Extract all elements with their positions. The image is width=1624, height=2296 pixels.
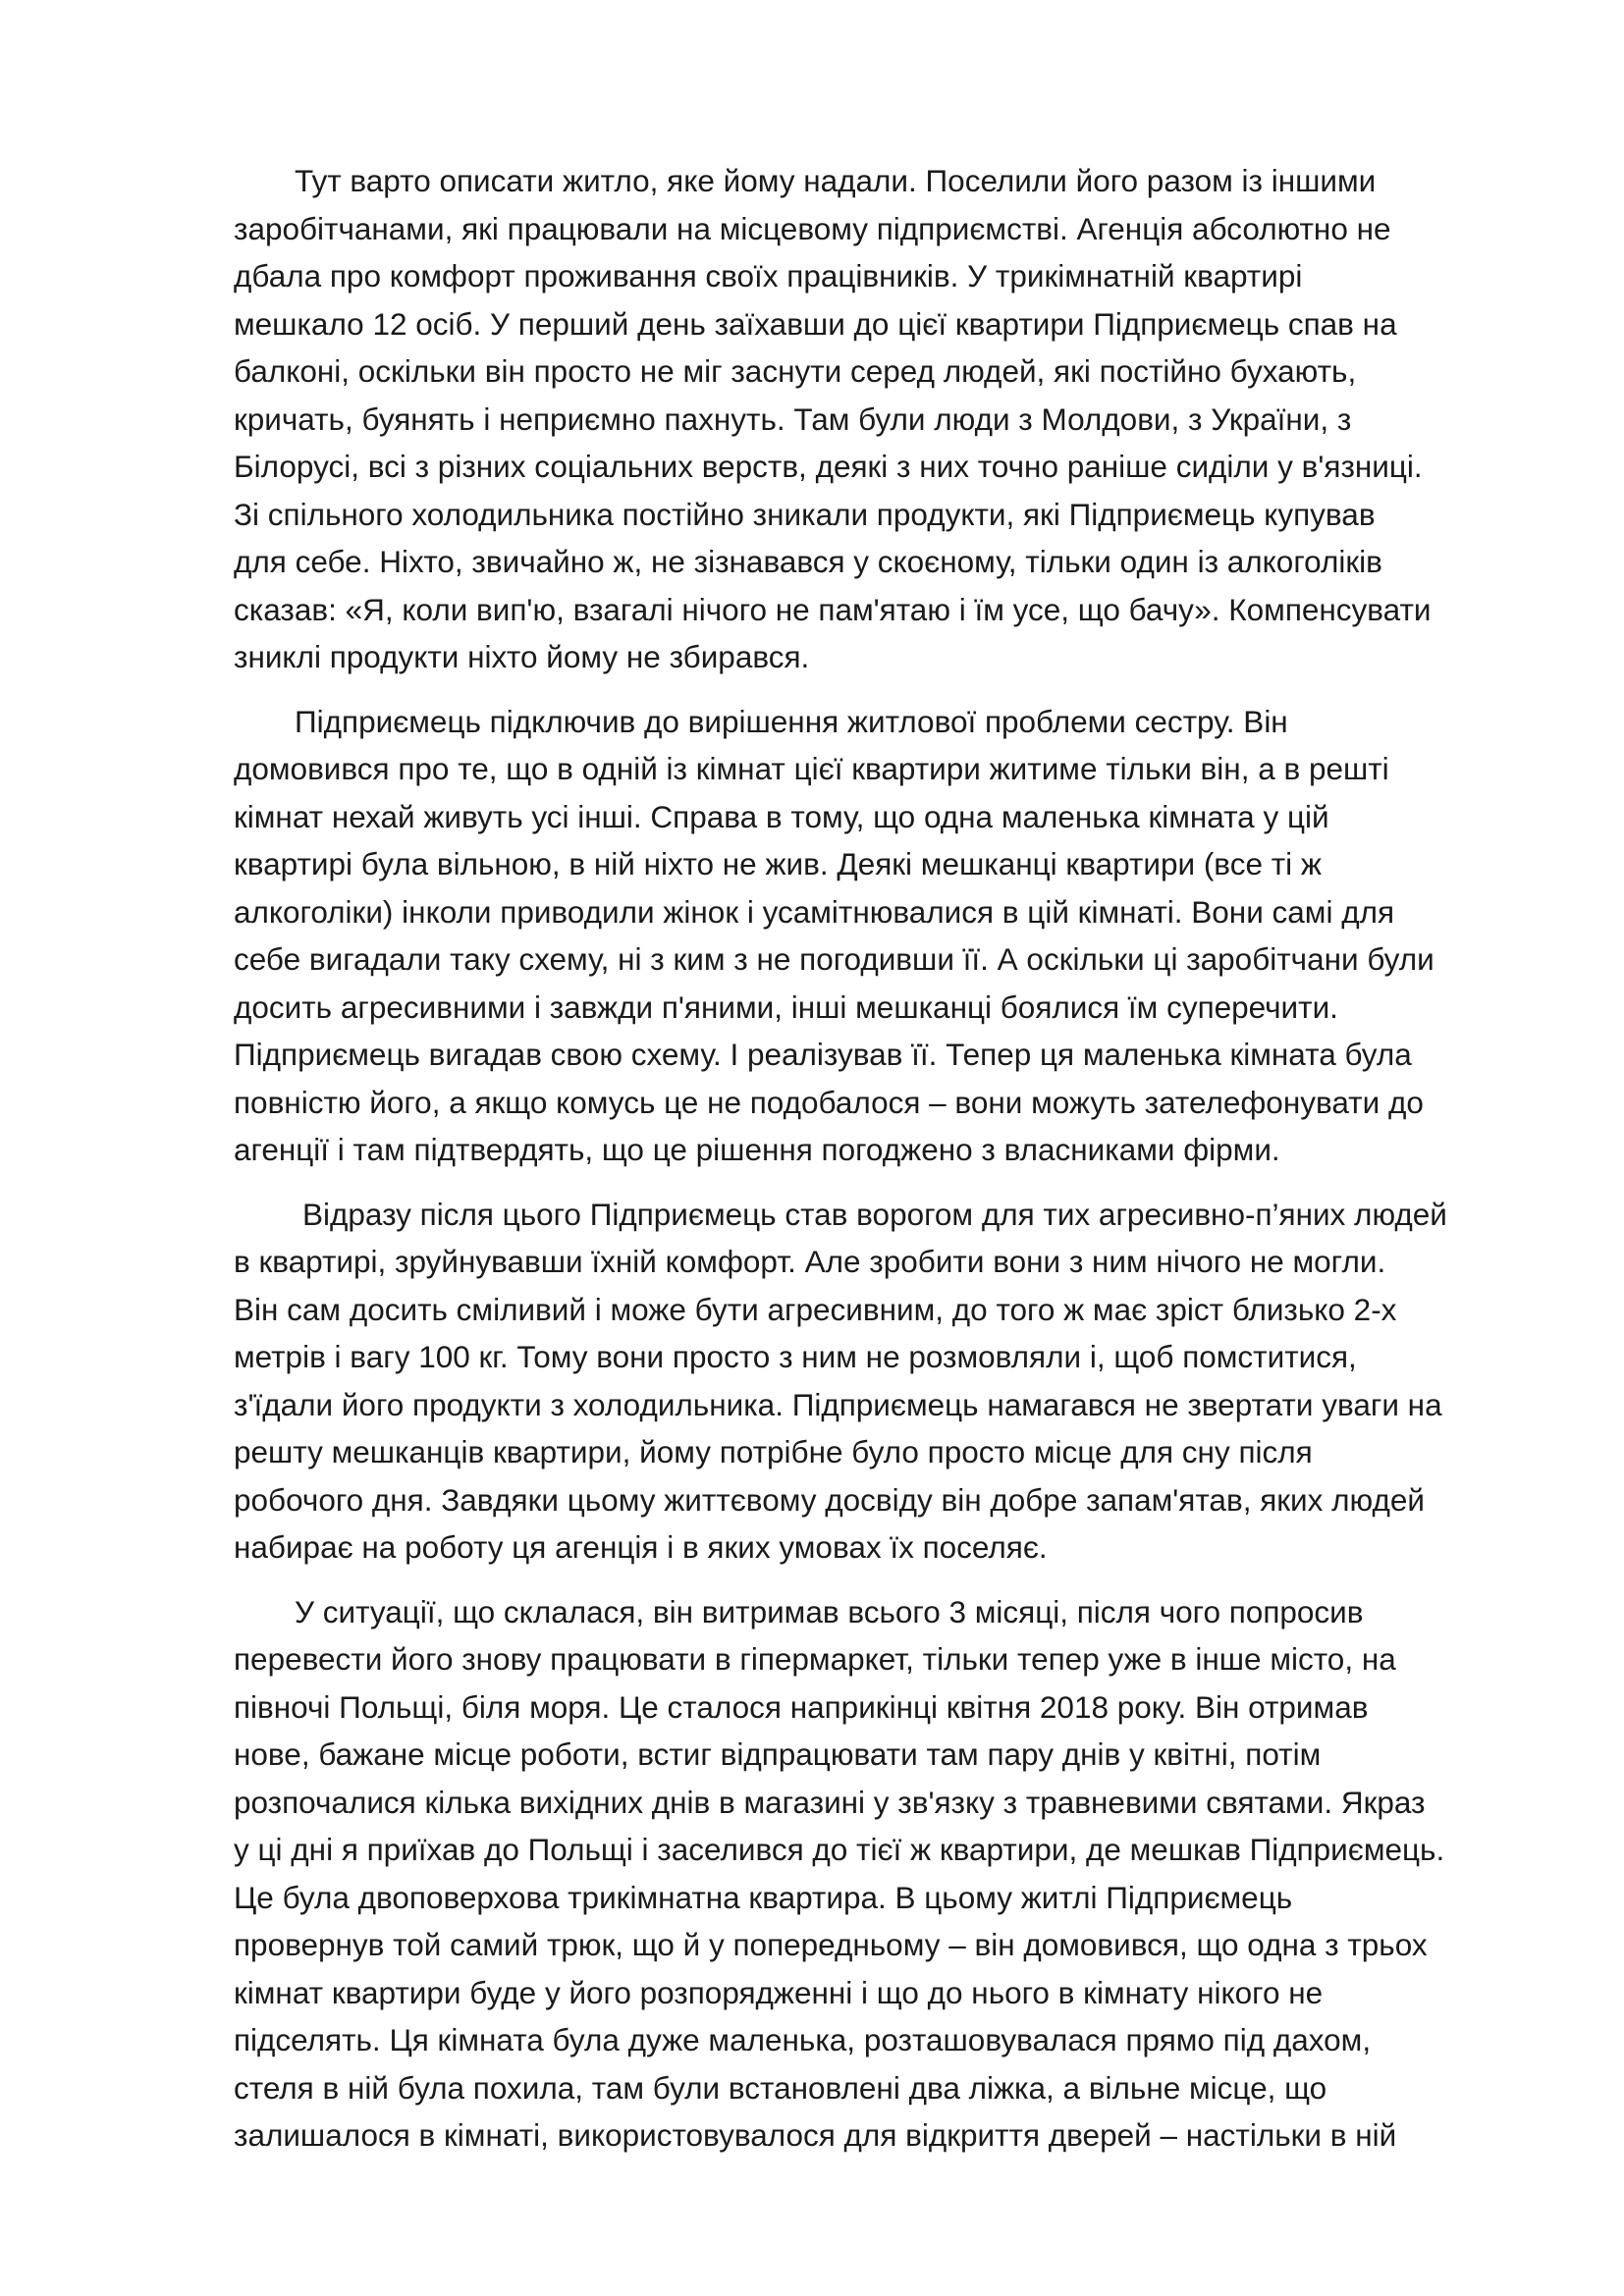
paragraph-1 <box>234 157 1528 681</box>
text-line: У ситуації, що склалася, він витримав всього 3 місяці, після чого попросив <box>295 1593 1364 1629</box>
text-line: перевести його знову працювати в гіпермаркет, тільки тепер уже в інше місто, на <box>234 1641 1396 1677</box>
text-line: залишалося в кімнаті, використовувалося для відкриття дверей – настільки в ній <box>234 2117 1397 2153</box>
text-line: Він сам досить сміливий і може бути агресивним, до того ж має зріст близько 2-х <box>234 1291 1397 1327</box>
text-line: кричать, буянять і неприємно пахнуть. Там були люди з Молдови, з України, з <box>234 400 1352 437</box>
text-line: себе вигадали таку схему, ні з ким з не погодивши її. А оскільки ці заробітчани були <box>234 941 1435 977</box>
text-line: досить агресивними і завжди п'яними, інші мешканці боялися їм суперечити. <box>234 988 1338 1025</box>
text-line: для себе. Ніхто, звичайно ж, не зізнавався у скоєному, тільки один із алкоголіків <box>234 544 1382 579</box>
text-line: Відразу після цього Підприємець став ворогом для тих агресивно-п’яних людей <box>302 1196 1447 1232</box>
paragraph-4 <box>234 1588 1528 2160</box>
text-line: домовився про те, що в одній із кімнат цієї квартири житиме тільки він, а в решті <box>234 751 1389 786</box>
text-line: алкоголіки) інколи приводили жінок і усамітнювалися в цій кімнаті. Вони самі для <box>234 893 1395 930</box>
text-line: провернув той самий трюк, що й у попередньому – він домовився, що одна з трьох <box>234 1927 1428 1962</box>
text-line: у ці дні я приїхав до Польщі і заселився до тієї ж квартири, де мешкав Підприємець. <box>234 1832 1445 1867</box>
text-line: решту мешканців квартири, йому потрібне було просто місце для сну після <box>234 1434 1313 1469</box>
text-line: дбала про комфорт проживання своїх працівників. У трикімнатній квартирі <box>234 258 1303 294</box>
text-line: агенції і там підтвердять, що це рішення погоджено з власниками фірми. <box>234 1132 1280 1167</box>
text-line: Це була двоповерхова трикімнатна квартира. В цьому житлі Підприємець <box>234 1879 1293 1915</box>
document-body <box>234 157 1528 2176</box>
text-line: заробітчанами, які працювали на місцевому підприємстві. Агенція абсолютно не <box>234 210 1391 246</box>
text-line: Тут варто описати житло, яке йому надали. Поселили його разом із іншими <box>295 163 1377 198</box>
text-line: квартирі була вільною, в ній ніхто не жив. Деякі мешканці квартири (все ті ж <box>234 846 1322 881</box>
text-line: Підприємець підключив до вирішення житлової проблеми сестру. Він <box>295 703 1288 739</box>
text-line: набирає на роботу ця агенція і в яких умовах їх поселяє. <box>234 1529 1048 1565</box>
text-line: зниклі продукти ніхто йому не збирався. <box>234 639 810 674</box>
text-line: півночі Польщі, біля моря. Це сталося наприкінці квітня 2018 року. Він отримав <box>234 1688 1369 1725</box>
text-line: Підприємець вигадав свою схему. І реалізував її. Тепер ця маленька кімната була <box>234 1037 1412 1072</box>
text-line: сказав: «Я, коли вип'ю, взагалі нічого не пам'ятаю і їм усе, що бачу». Компенсувати <box>234 591 1432 627</box>
text-line: робочого дня. Завдяки цьому життєвому досвіду він добре запам'ятав, яких людей <box>234 1481 1425 1518</box>
text-line: мешкало 12 осіб. У перший день заїхавши до цієї квартири Підприємець спав на <box>234 305 1397 342</box>
text-line: повністю його, а якщо комусь це не подобалося – вони можуть зателефонувати до <box>234 1084 1424 1120</box>
text-line: розпочалися кілька вихідних днів в магазині у зв'язку з травневими святами. Якраз <box>234 1784 1426 1820</box>
text-line: балконі, оскільки він просто не міг заснути серед людей, які постійно бухають, <box>234 353 1357 389</box>
text-line: Білорусі, всі з різних соціальних верств, деякі з них точно раніше сиділи у в'язниці. <box>234 449 1423 484</box>
text-line: з'їдали його продукти з холодильника. Підприємець намагався не звертати уваги на <box>234 1386 1442 1422</box>
text-line: в квартирі, зруйнувавши їхній комфорт. Але зробити вони з ним нічого не могли. <box>234 1244 1386 1279</box>
text-line: нове, бажане місце роботи, встиг відпрацювати там пару днів у квітні, потім <box>234 1736 1322 1772</box>
paragraph-3 <box>234 1191 1528 1572</box>
text-line: метрів і вагу 100 кг. Тому вони просто з ним не розмовляли і, щоб помститися, <box>234 1339 1357 1374</box>
text-line: підселять. Ця кімната була дуже маленька, розташовувалася прямо під дахом, <box>234 2022 1372 2057</box>
text-line: стеля в ній була похила, там були встановлені два ліжка, а вільне місце, що <box>234 2069 1327 2106</box>
text-line: кімнат квартири буде у його розпорядженні і що до нього в кімнату нікого не <box>234 1974 1324 2010</box>
text-line: Зі спільного холодильника постійно зникали продукти, які Підприємець купував <box>234 496 1376 532</box>
paragraph-2 <box>234 698 1528 1174</box>
text-line: кімнат нехай живуть усі інші. Справа в тому, що одна маленька кімната у цій <box>234 798 1329 834</box>
